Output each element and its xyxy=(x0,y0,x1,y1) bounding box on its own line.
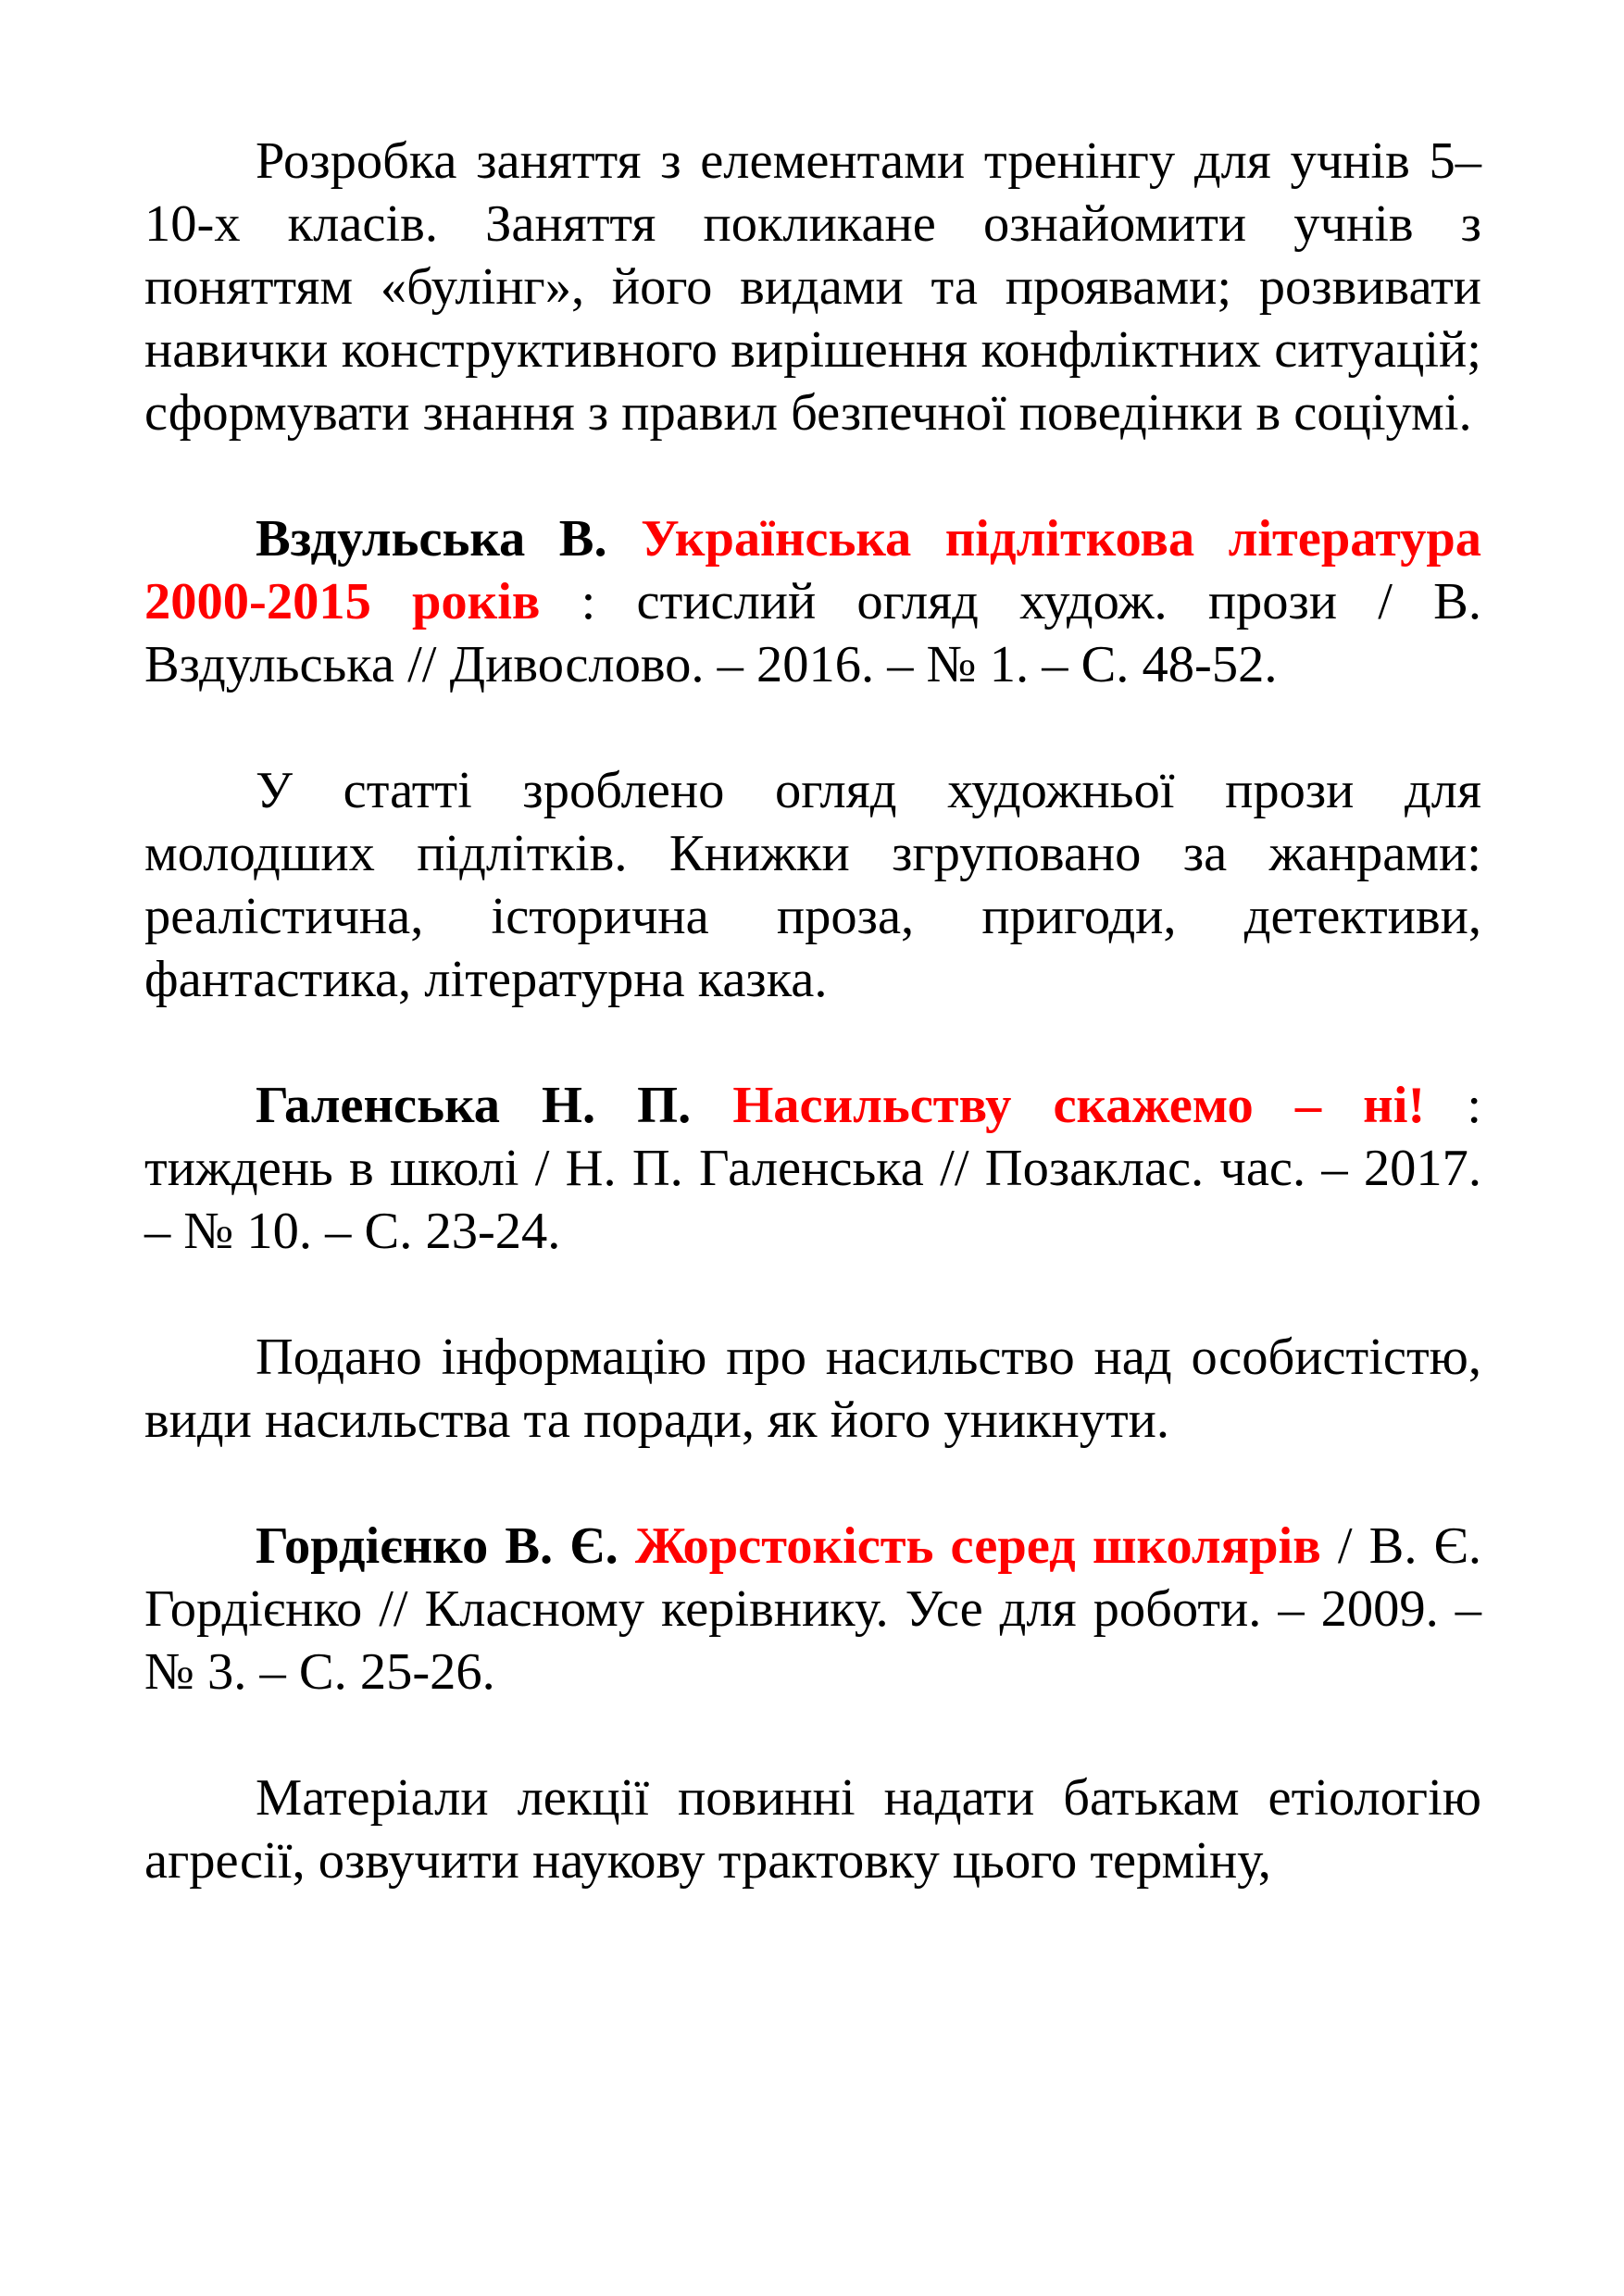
bibliography-entry xyxy=(144,1515,1481,1703)
entry-details: : стислий огляд худож. прози / В. Вздульська // Дивослово. – 2016. – № 1. – С. 48-52. xyxy=(144,573,1481,693)
document-page xyxy=(144,130,1481,1955)
entry-title: Насильству скажемо – ні! xyxy=(732,1077,1426,1134)
annotation-paragraph: У статті зроблено огляд художньої прози для молодших підлітків. Книжки згруповано за жанрами: реалістична, історична проза, пригоди, детективи, фантастика, літературна казка. xyxy=(144,762,1481,1008)
entry-author: Галенська Н. П. xyxy=(256,1077,692,1134)
entry-title: Українська підліткова література 2000-2015 років xyxy=(144,510,1481,630)
annotation-paragraph: Матеріали лекції повинні надати батькам етіологію агресії, озвучити наукову трактовку цього терміну, xyxy=(144,1769,1481,1890)
bibliography-entry xyxy=(144,1074,1481,1263)
entry-author: Вздульська В. xyxy=(256,510,607,568)
entry-details: / В. Є. Гордієнко // Класному керівнику. Усе для роботи. – 2009. – № 3. – С. 25-26. xyxy=(144,1517,1481,1701)
bibliography-entry xyxy=(144,507,1481,696)
entry-author: Гордієнко В. Є. xyxy=(256,1517,618,1575)
entry-details: : тиждень в школі / Н. П. Галенська // Позаклас. час. – 2017. – № 10. – С. 23-24. xyxy=(144,1077,1482,1260)
annotation-paragraph: Подано інформацію про насильство над особистістю, види насильства та поради, як його уникнути. xyxy=(144,1329,1481,1449)
entry-title: Жорстокість серед школярів xyxy=(634,1517,1321,1575)
annotation-paragraph: Розробка заняття з елементами тренінгу для учнів 5–10-х класів. Заняття покликане ознайомити учнів з поняттям «булінг», його видами та проявами; розвивати навички конструктивного вирішення конфліктних ситуацій; сформувати знання з правил безпечної поведінки в соціумі. xyxy=(144,132,1481,442)
